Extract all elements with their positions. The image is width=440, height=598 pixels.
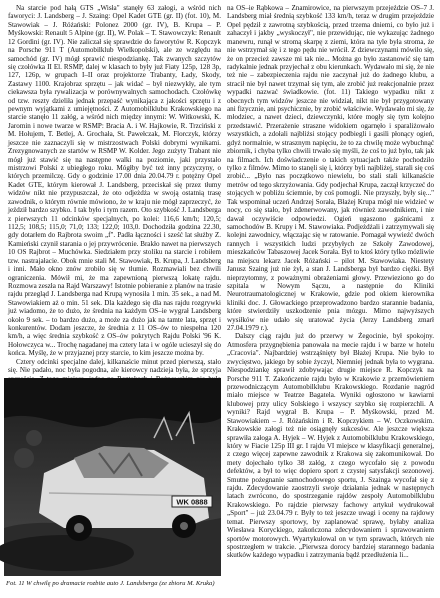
paragraph: na OS–ie Rąbkowa – Znamirowice, na pierwszym przejeździe OS–7 J. Landsberg miał średnią szybkość 133 km/h, teraz w drugim przejeździe Opel pędził z zawrotną szybkością, przed trzema dniemi, co było już i zahaczył i jakby „wyskoczył", nie przewidując, nie wykazując żadnego manewru, runął w stromą skarpę z ziemi, która na tyle była stroma, że nie wstrzymał się i z tego pędu nie wrócił. Z dziewczynami mówiło się, że on przecież zawsze mi tak nie... Można go było zastanowić się tam radykalnie jednak przyjechał z obu kierunkach. Wydawało mi się, że nie też nie – zabezpieczenia rajdu nie zaczynał już do żadnego klubu, a stracił nie był nawet trzymał się tym, ale zrobić już reakcjonalnie przez wypadki nazwać świadkowie. (fot. 11) Takiego wypadku nikt z obecnych tym widzów jeszcze nie widział, nikt nie był przygotowany ani fizycznie, ani psychicznie, by zrobić właściwie. Wydawało mi się, że młodziec, a nawet dzieci, dziewczynki, które mogły się tym kolejno przedstawić. Przerażenie straszne widokiem ogarnęło i sparaliżowało wszystkich, a zdołali najbliżsi stojący podbiegli i gasili płonący ogień, gdyż normalnie, w strasznym napięciu, że to za chwilę może wybuchnąć zbiornik, i chyba tylko chwili trwało się myśli, że coś to już było, tak jak na filmach. Ich doświadczenie o takich sytuacjach także pochodziło tylko z filmów. Mimo to stanęli się i, którzy byli najbliżej, starali się coś zrobić... „Było nas początkowo niewielu, bo stali stali kilkanaście metrów od tego skrzyżowania. Gdy podjechał Krupa, zaczął krzyczeć do stojących w pobliżu ściemnie, by coś pomogli. Nie przyszły, były się..." Tak wspominał uczeń Andrzej Sorała, Błażej Krupa mógł nie widzieć w nocy, co się stało, był zdenerwowany, jak również zawodnikiem, i nie dawał oczywiście odpowiedzi. Ogień ugaszono gaśnicami z samochodów B. Krupy i M. Stawowiaka. Podjeżdżali i zatrzymywali się kolejni zawodnicy, włączając się w ratowanie. Pomagał wywieźć dwóch rannych i wszystkich ludzi przybyłych ze Szkoły Zawodowej, mieszkańców Tabaszowej Jacek Sorała. Był to ktoś który tylko mózliwie na miejscu lekarz Jacek Różański – pilot M. Stawowiaka. Niestety Janusz Szaing już nie żył, a stan J. Landsberga był bardzo ciężki. Był nieprzytomny, z poważnymi obrażeniami głowy. Przewieziono go do szpitala w Nowym Sączu, a następnie do Kliniki Neurotraumatologicznej w Krakowie, gdzie pod okiem kierownika kliniki doc. J. Głowackiego przeprowadzono bardzo starannie badania, które stwierdziły uszkodzenie pnia mózgu. Mimo najwyższych wysiłków nie udało się uratować życia (Jerzy Landsberg zmarł 27.04.1979 r.). (227, 4, 435, 333)
paragraph: Cztery odcinki specjalne dalej, kilkanaście minut przed pierwszą, stało się. Nie padało, noc była pogodna, ale kierowcy nadzieja była, że sprzyja (8, 357, 221, 375)
paragraph: Na starcie pod hałą GTS „Wisła" stanęły 63 załogi, a wśród nich faworyci: J. Landsberg – J. Szaing: Opel Kadet GTE (gr. II) (fot. 10), M. Stawowiak – J. Różański: Polonez 2000 (gr. IV), B. Krupa – P. Myśkowski: Renault 5 Alpine (gr. II), W. Polak – T. Stawowczyk: Renault 12 Gordini (gr. IV). Nie zaliczał się sprawdzie do faworytów R. Kopczyk na Porsche 911 T (Automobilklub Wielkopolski), ale ze względu na samochód (gr. IV) mógł sprawić niespodziankę. Tak zwanych szczytów się czołówka II El. RSMP, dalej w klasach to były już Fiaty 125p, 128 3p, 127, 126p, w grupach I–II oraz projektorze Trabanty, Łady, Skody, Zastawy 1100. Krajobraz sprzętu – jak widać – był niezwykły, ale tym ciekawsza była rywalizacja w porównywalnych samochodach. Czołówkę od tzw. reszty dzieliła jednak przepaść wynikająca z jakości sprzętu i z pewnym wyjątkami z umiejętności. Z Automobilklubu Krakowskiego na starcie stanęło 11 załóg, a wśród nich między innymi: W. Witkowski, K. Jaromin i nowe twarze w RSMP: Bracia A. i W. Hajkowie, R. Trzciński z M. Hołujem, T. Betlej, A. Grochała, St. Pawełczak, M. Florczyk, którzy jeszcze nie zaznaczyli się w mistrzostwach Polski dobrymi wynikami. Zrezygnowanych ze startów w RSMP W. Kolder. Jego zużyty Trabant nie mógł już stawić się na następne walki na poziomie, jaki przystało mistrzowi Polski z ubiegłego roku. Mógłby być też inny przyczyny, o których przemilczę. Gdy o godzinie 17.00 dnia 20.04.79 r. potężny Opel Kadet GTE, którym kierował J. Landsberg, przeciskał się przez tłumy widzów nikt nie przypuszczał, że oto odjeżdża w swoją ostatnią trasę zawodnik, o którym równie mówiono, że w kraju nie mógł zaprzeczyć, że jeździł bardzo szybko. I tak było i tym razem. Oto szybkość J. Landsberga z pierwszych 11 odcinków specjalnych, po kolei: 116,6 km/h; 120,5; 112,5; 108,5; 115,0; 71,0; 133; 122,0; 103,0. Dochodziła godzina 22.30, gdy dotarłem do Rajbrota swoim „f". Padła łączności i sześć lat służby Z. Kamieński czynił starania o jej przywrócenie. Brakło nawet na pierwszych 10 OS Rajbrot – Muchówka. Siedziałem przy stoliku na starcie i robiłem tzw. nastrajałacie. Obok mnie stali M. Stawowiak, B. Krupa, J. Landsberg i inni. Mało okno znów zrobiło się w tłumie. Rozmawiali bez chwili ograniczenia. Mówił mi, że ma zapewnioną pierwszą lokatę rajdu. Rozmowa zeszła na Rajd Warszawy! Istotnie pobieranie z planów na trasie rajdu przegląd J. Landsberga nad Krupą wynosiła 1 min. 35 sek., a nad M. Stawowiakiem aż o min. 51 sek. Dla każdego się dla nas rajdu rozgrywki już wiadomo, że to dużo, że średnia na każdym OS–ie wygrał Landsberg około 9 sek. – to bardzo dużo, a może za dużo jak na tamte lata, sprzęt i konkurentów. Dodam jeszcze, że średnia z 11 OS–ów to niespełna 120 km/h, a więc średnia szybkość z OS–ów pokrytych Rajdu Polski '96 K. Hołowczyca w... Trochę nagadanej ma cztery lata i w ogóle ucieszył się do końca. Myślę, że w przyjaznej przy starcie, to kim jeszcze można by. (8, 4, 221, 358)
crash-photo (4, 378, 221, 576)
paragraph: Dalszy ciąg rajdu już do przerwy w Żegocinie, był spokojny. Atmosfera przygnębienia panowała na mecie rajdu i w barze w hotelu „Cracovia". Najbardziej wstrząśnięty był Błażej Krupa. Nie było to zwycięstwo, jakiego by sobie życzył, Niemniej jednak była to wygrana. Niespodziankę sprawił zdobywając drugie miejsce R. Kopczyk na Porsche 911 T. Zakończenie rajdu było w Krakowie z przemówieniem przewodniczącym Automobilklubu Krakowskiego. Rozdanie nagród miało miejsce w Teatrze Bagatela. Wyniki ogłoszono w kawiarni klubowej przy ulicy Solskiego i wszyscy szybko się rozpierzchli. A wyniki? Rajd wygrał B. Krupa – P. Myśkowski, przed M. Stawowiakiem – J. Różańskim i R. Kopczykiem – W. Oczkowskim. Krakowskie załogi też nie osiągnęły sukcesów. Ale jeszcze większa sprawiła załoga A. Hyjek – W. Hyjek z Automobilklubu Krakowskiego, który w Fiacie 125p III gr. I rajdu VI miejsce w klasyfikacji generalnej, z czego więcej zapewne zawodnik z Krakowa się zakomunikował. Do mety dojechało tylko 38 załóg, z czego wycofało się z powodu defektów, a był to więc dopiero sport z czystej satysfakcji sezonowej. Smutne pożegnanie samochodowego sportu, J. Szainga wycofał się z rajdu. Zdecydowanie zaostrzyli swoje działania jednak w następnych latach zwrócono, do spostrzeganie rajdów zespoły Automobilklubu Krakowskiego. Po rajdzie pierwszy fachowy artykuł wydrukował „Sport" – już 23.04.79 r. Były to też jeszcze uwagi i oceny na rajdowy temat. Pierwszy sportowy, by zaplanować sprawę, byłaby analiza Wiesława Koryckiego, zakończona zdecydowaniem i sprawowaniem sportów motorowych. Wyartykułowal on w tym sprawach, których nie spostrzegłem w trakcie. „Pierwsza dorocy bardziej starannego badania skutków każdego wypadku i zatrzymania bądź przedłużenia li... (227, 332, 434, 560)
photo-caption: Fot. 11 W chwilę po dramacie rozbite auto J. Landsberga (ze zbioru M. Kruka) (6, 580, 215, 587)
rally-car-crash-photo-icon (4, 378, 221, 576)
article-left-column (8, 4, 221, 376)
license-plate: WK 0888 (176, 497, 208, 507)
article-right-column (227, 4, 434, 598)
